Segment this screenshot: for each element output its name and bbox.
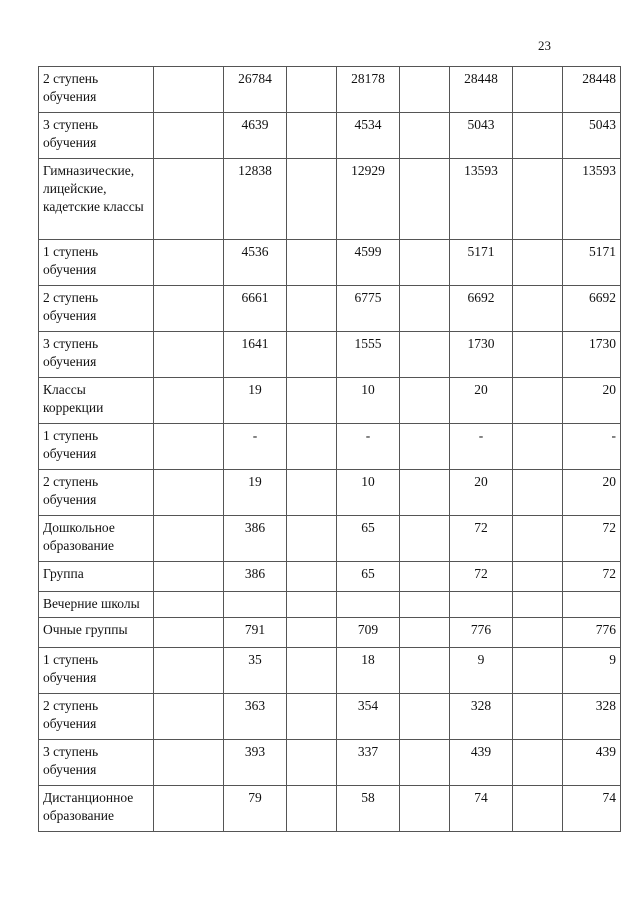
- page-number: 23: [538, 38, 551, 53]
- value-cell: 439: [450, 740, 513, 786]
- value-cell: -: [450, 424, 513, 470]
- empty-cell: [154, 562, 224, 592]
- value-cell: 19: [224, 470, 287, 516]
- value-cell: 74: [450, 786, 513, 832]
- empty-cell: [154, 67, 224, 113]
- empty-cell: [513, 786, 563, 832]
- value-cell: 4534: [337, 113, 400, 159]
- row-label: Дошкольное образование: [39, 516, 154, 562]
- table-row: [39, 592, 621, 618]
- empty-cell: [154, 694, 224, 740]
- empty-cell: [400, 240, 450, 286]
- value-cell: 74: [563, 786, 621, 832]
- value-cell: 65: [337, 516, 400, 562]
- value-cell: 5043: [563, 113, 621, 159]
- value-cell: 20: [563, 470, 621, 516]
- empty-cell: [154, 648, 224, 694]
- value-cell: -: [337, 424, 400, 470]
- empty-cell: [513, 286, 563, 332]
- value-cell: 791: [224, 618, 287, 648]
- table-row: [39, 740, 621, 786]
- value-cell: 328: [450, 694, 513, 740]
- value-cell: 6661: [224, 286, 287, 332]
- empty-cell: [400, 516, 450, 562]
- empty-cell: [513, 240, 563, 286]
- empty-cell: [287, 740, 337, 786]
- empty-cell: [513, 159, 563, 240]
- empty-cell: [400, 286, 450, 332]
- value-cell: 13593: [450, 159, 513, 240]
- value-cell: 709: [337, 618, 400, 648]
- empty-cell: [154, 159, 224, 240]
- empty-cell: [513, 648, 563, 694]
- table-row: [39, 159, 621, 240]
- value-cell: 439: [563, 740, 621, 786]
- empty-cell: [154, 240, 224, 286]
- empty-cell: [287, 424, 337, 470]
- value-cell: 1641: [224, 332, 287, 378]
- value-cell: 363: [224, 694, 287, 740]
- empty-cell: [513, 378, 563, 424]
- empty-cell: [287, 113, 337, 159]
- table-row: [39, 286, 621, 332]
- value-cell: 5043: [450, 113, 513, 159]
- empty-cell: [154, 470, 224, 516]
- empty-cell: [154, 592, 224, 618]
- value-cell: 10: [337, 470, 400, 516]
- table-row: [39, 694, 621, 740]
- value-cell: 776: [563, 618, 621, 648]
- table-row: [39, 562, 621, 592]
- empty-cell: [400, 424, 450, 470]
- row-label: 3 ступень обучения: [39, 113, 154, 159]
- empty-cell: [287, 286, 337, 332]
- row-label: 1 ступень обучения: [39, 240, 154, 286]
- empty-cell: [154, 618, 224, 648]
- empty-cell: [287, 378, 337, 424]
- value-cell: 12838: [224, 159, 287, 240]
- value-cell: [563, 592, 621, 618]
- empty-cell: [400, 618, 450, 648]
- row-label: Очные группы: [39, 618, 154, 648]
- value-cell: 35: [224, 648, 287, 694]
- empty-cell: [154, 332, 224, 378]
- value-cell: 6692: [563, 286, 621, 332]
- empty-cell: [513, 516, 563, 562]
- data-table: [38, 66, 621, 832]
- value-cell: 386: [224, 516, 287, 562]
- value-cell: 65: [337, 562, 400, 592]
- value-cell: 28178: [337, 67, 400, 113]
- table-row: [39, 618, 621, 648]
- table-row: [39, 648, 621, 694]
- empty-cell: [513, 694, 563, 740]
- value-cell: 20: [450, 470, 513, 516]
- empty-cell: [400, 159, 450, 240]
- value-cell: 4639: [224, 113, 287, 159]
- empty-cell: [287, 648, 337, 694]
- value-cell: 72: [450, 516, 513, 562]
- empty-cell: [513, 618, 563, 648]
- value-cell: 26784: [224, 67, 287, 113]
- value-cell: 12929: [337, 159, 400, 240]
- value-cell: 337: [337, 740, 400, 786]
- empty-cell: [400, 67, 450, 113]
- empty-cell: [400, 648, 450, 694]
- empty-cell: [400, 470, 450, 516]
- empty-cell: [287, 786, 337, 832]
- row-label: 2 ступень обучения: [39, 67, 154, 113]
- table-row: [39, 516, 621, 562]
- empty-cell: [154, 516, 224, 562]
- value-cell: 72: [563, 516, 621, 562]
- value-cell: 20: [450, 378, 513, 424]
- table-row: [39, 67, 621, 113]
- value-cell: 28448: [450, 67, 513, 113]
- value-cell: 5171: [450, 240, 513, 286]
- value-cell: -: [563, 424, 621, 470]
- empty-cell: [154, 286, 224, 332]
- value-cell: 5171: [563, 240, 621, 286]
- row-label: Гимназические, лицейские, кадетские классы: [39, 159, 154, 240]
- value-cell: 4599: [337, 240, 400, 286]
- table-row: [39, 113, 621, 159]
- empty-cell: [287, 592, 337, 618]
- empty-cell: [154, 113, 224, 159]
- row-label: Дистанционное образование: [39, 786, 154, 832]
- empty-cell: [400, 378, 450, 424]
- value-cell: 1730: [563, 332, 621, 378]
- row-label: 3 ступень обучения: [39, 332, 154, 378]
- empty-cell: [154, 786, 224, 832]
- value-cell: 19: [224, 378, 287, 424]
- row-label: 2 ступень обучения: [39, 286, 154, 332]
- value-cell: [224, 592, 287, 618]
- value-cell: 18: [337, 648, 400, 694]
- value-cell: 13593: [563, 159, 621, 240]
- empty-cell: [513, 740, 563, 786]
- empty-cell: [154, 740, 224, 786]
- empty-cell: [513, 332, 563, 378]
- empty-cell: [400, 740, 450, 786]
- row-label: 1 ступень обучения: [39, 648, 154, 694]
- value-cell: 776: [450, 618, 513, 648]
- row-label: 3 ступень обучения: [39, 740, 154, 786]
- value-cell: 4536: [224, 240, 287, 286]
- value-cell: 1730: [450, 332, 513, 378]
- value-cell: 328: [563, 694, 621, 740]
- value-cell: -: [224, 424, 287, 470]
- row-label: Группа: [39, 562, 154, 592]
- empty-cell: [287, 240, 337, 286]
- value-cell: 386: [224, 562, 287, 592]
- empty-cell: [287, 159, 337, 240]
- row-label: 1 ступень обучения: [39, 424, 154, 470]
- empty-cell: [154, 424, 224, 470]
- value-cell: 6692: [450, 286, 513, 332]
- empty-cell: [513, 592, 563, 618]
- empty-cell: [287, 67, 337, 113]
- value-cell: 9: [563, 648, 621, 694]
- empty-cell: [513, 424, 563, 470]
- value-cell: 6775: [337, 286, 400, 332]
- empty-cell: [400, 694, 450, 740]
- table-row: [39, 424, 621, 470]
- row-label: Классы коррекции: [39, 378, 154, 424]
- empty-cell: [287, 618, 337, 648]
- value-cell: 72: [563, 562, 621, 592]
- empty-cell: [513, 113, 563, 159]
- value-cell: 58: [337, 786, 400, 832]
- table-body: [39, 67, 621, 832]
- value-cell: [337, 592, 400, 618]
- empty-cell: [287, 470, 337, 516]
- empty-cell: [400, 562, 450, 592]
- value-cell: 9: [450, 648, 513, 694]
- empty-cell: [400, 332, 450, 378]
- empty-cell: [513, 562, 563, 592]
- empty-cell: [400, 786, 450, 832]
- value-cell: 393: [224, 740, 287, 786]
- value-cell: [450, 592, 513, 618]
- empty-cell: [513, 470, 563, 516]
- table-row: [39, 332, 621, 378]
- empty-cell: [400, 113, 450, 159]
- table-row: [39, 240, 621, 286]
- empty-cell: [400, 592, 450, 618]
- value-cell: 10: [337, 378, 400, 424]
- empty-cell: [154, 378, 224, 424]
- table-row: [39, 786, 621, 832]
- empty-cell: [287, 516, 337, 562]
- empty-cell: [287, 332, 337, 378]
- row-label: 2 ступень обучения: [39, 470, 154, 516]
- empty-cell: [287, 562, 337, 592]
- empty-cell: [513, 67, 563, 113]
- value-cell: 79: [224, 786, 287, 832]
- table-row: [39, 470, 621, 516]
- value-cell: 1555: [337, 332, 400, 378]
- row-label: Вечерние школы: [39, 592, 154, 618]
- value-cell: 72: [450, 562, 513, 592]
- empty-cell: [287, 694, 337, 740]
- value-cell: 354: [337, 694, 400, 740]
- table-row: [39, 378, 621, 424]
- row-label: 2 ступень обучения: [39, 694, 154, 740]
- value-cell: 20: [563, 378, 621, 424]
- value-cell: 28448: [563, 67, 621, 113]
